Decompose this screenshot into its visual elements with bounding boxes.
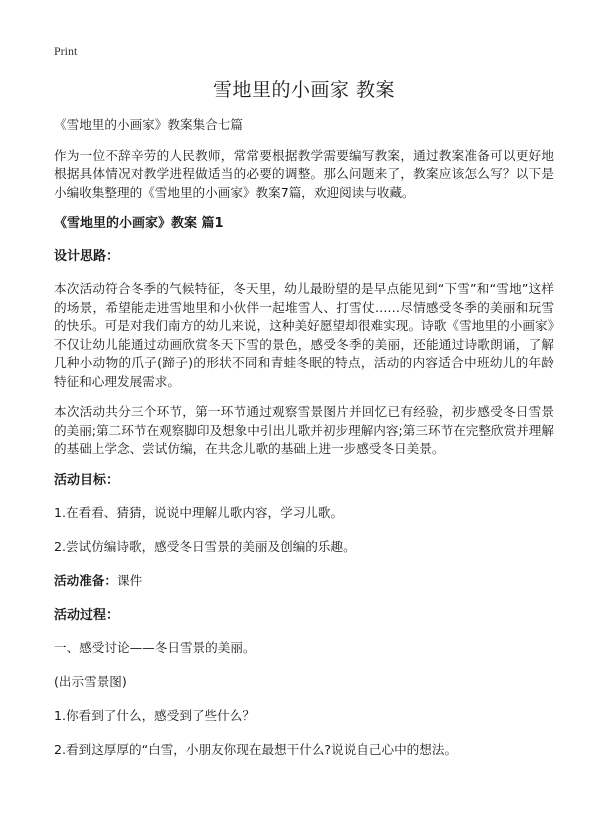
prep-heading: 活动准备：: [54, 572, 117, 588]
goal-item-2: 2.尝试仿编诗歌，感受冬日雪景的美丽及创编的乐趣。: [54, 538, 356, 554]
process-step-note: (出示雪景图): [54, 673, 127, 689]
process-step-1: 一、感受讨论——冬日雪景的美丽。: [54, 639, 256, 655]
prep-value: 课件: [116, 572, 143, 588]
section-title: 《雪地里的小画家》教案 篇1: [54, 216, 224, 231]
design-paragraph-1: 本次活动符合冬季的气候特征，冬天里，幼儿最盼望的是早点能见到“下雪”和“雪地”这样的场景，希望能走进雪地里和小伙伴一起堆雪人、打雪仗……尽情感受冬季的美丽和玩雪的快乐。可是对我们南方的幼儿来说，这种美好愿望却很难实现。诗歌《雪地里的小画家》不仅让幼儿能通过动画欣赏冬天下雪的景色，感受冬季的美丽，还能通过诗歌朗诵，了解几种小动物的爪子(蹄子)的形状不同和青蛙冬眠的特点，活动的内容适合中班幼儿的年龄特征和心理发展需求。: [54, 281, 554, 389]
goals-heading: 活动目标：: [54, 472, 120, 488]
question-item-1: 1.你看到了什么，感受到了些什么？: [54, 707, 255, 723]
design-heading: 设计思路：: [54, 249, 120, 264]
process-heading: 活动过程：: [54, 607, 120, 623]
prep-line: [54, 572, 554, 590]
page-title: 雪地里的小画家 教案: [212, 79, 396, 101]
print-label: Print: [54, 44, 78, 58]
question-item-2: 2.看到这厚厚的“白雪，小朋友你现在最想干什么?说说自己心中的想法。: [54, 741, 458, 757]
goal-item-1: 1.在看看、猜猜，说说中理解儿歌内容，学习儿歌。: [54, 504, 344, 520]
design-paragraph-2: 本次活动共分三个环节，第一环节通过观察雪景图片并回忆已有经验，初步感受冬日雪景的美丽;第二环节在观察脚印及想象中引出儿歌并初步理解内容;第三环节在完整欣赏并理解的基础上学念、尝试仿编，在共念儿歌的基础上进一步感受冬日美景。: [54, 404, 554, 456]
intro-paragraph: 作为一位不辞辛劳的人民教师，常常要根据教学需要编写教案，通过教案准备可以更好地根据具体情况对教学进程做适当的必要的调整。那么问题来了，教案应该怎么写？以下是小编收集整理的《雪地里的小画家》教案7篇，欢迎阅读与收藏。: [54, 147, 554, 200]
document-subtitle: 《雪地里的小画家》教案集合七篇: [54, 117, 243, 132]
